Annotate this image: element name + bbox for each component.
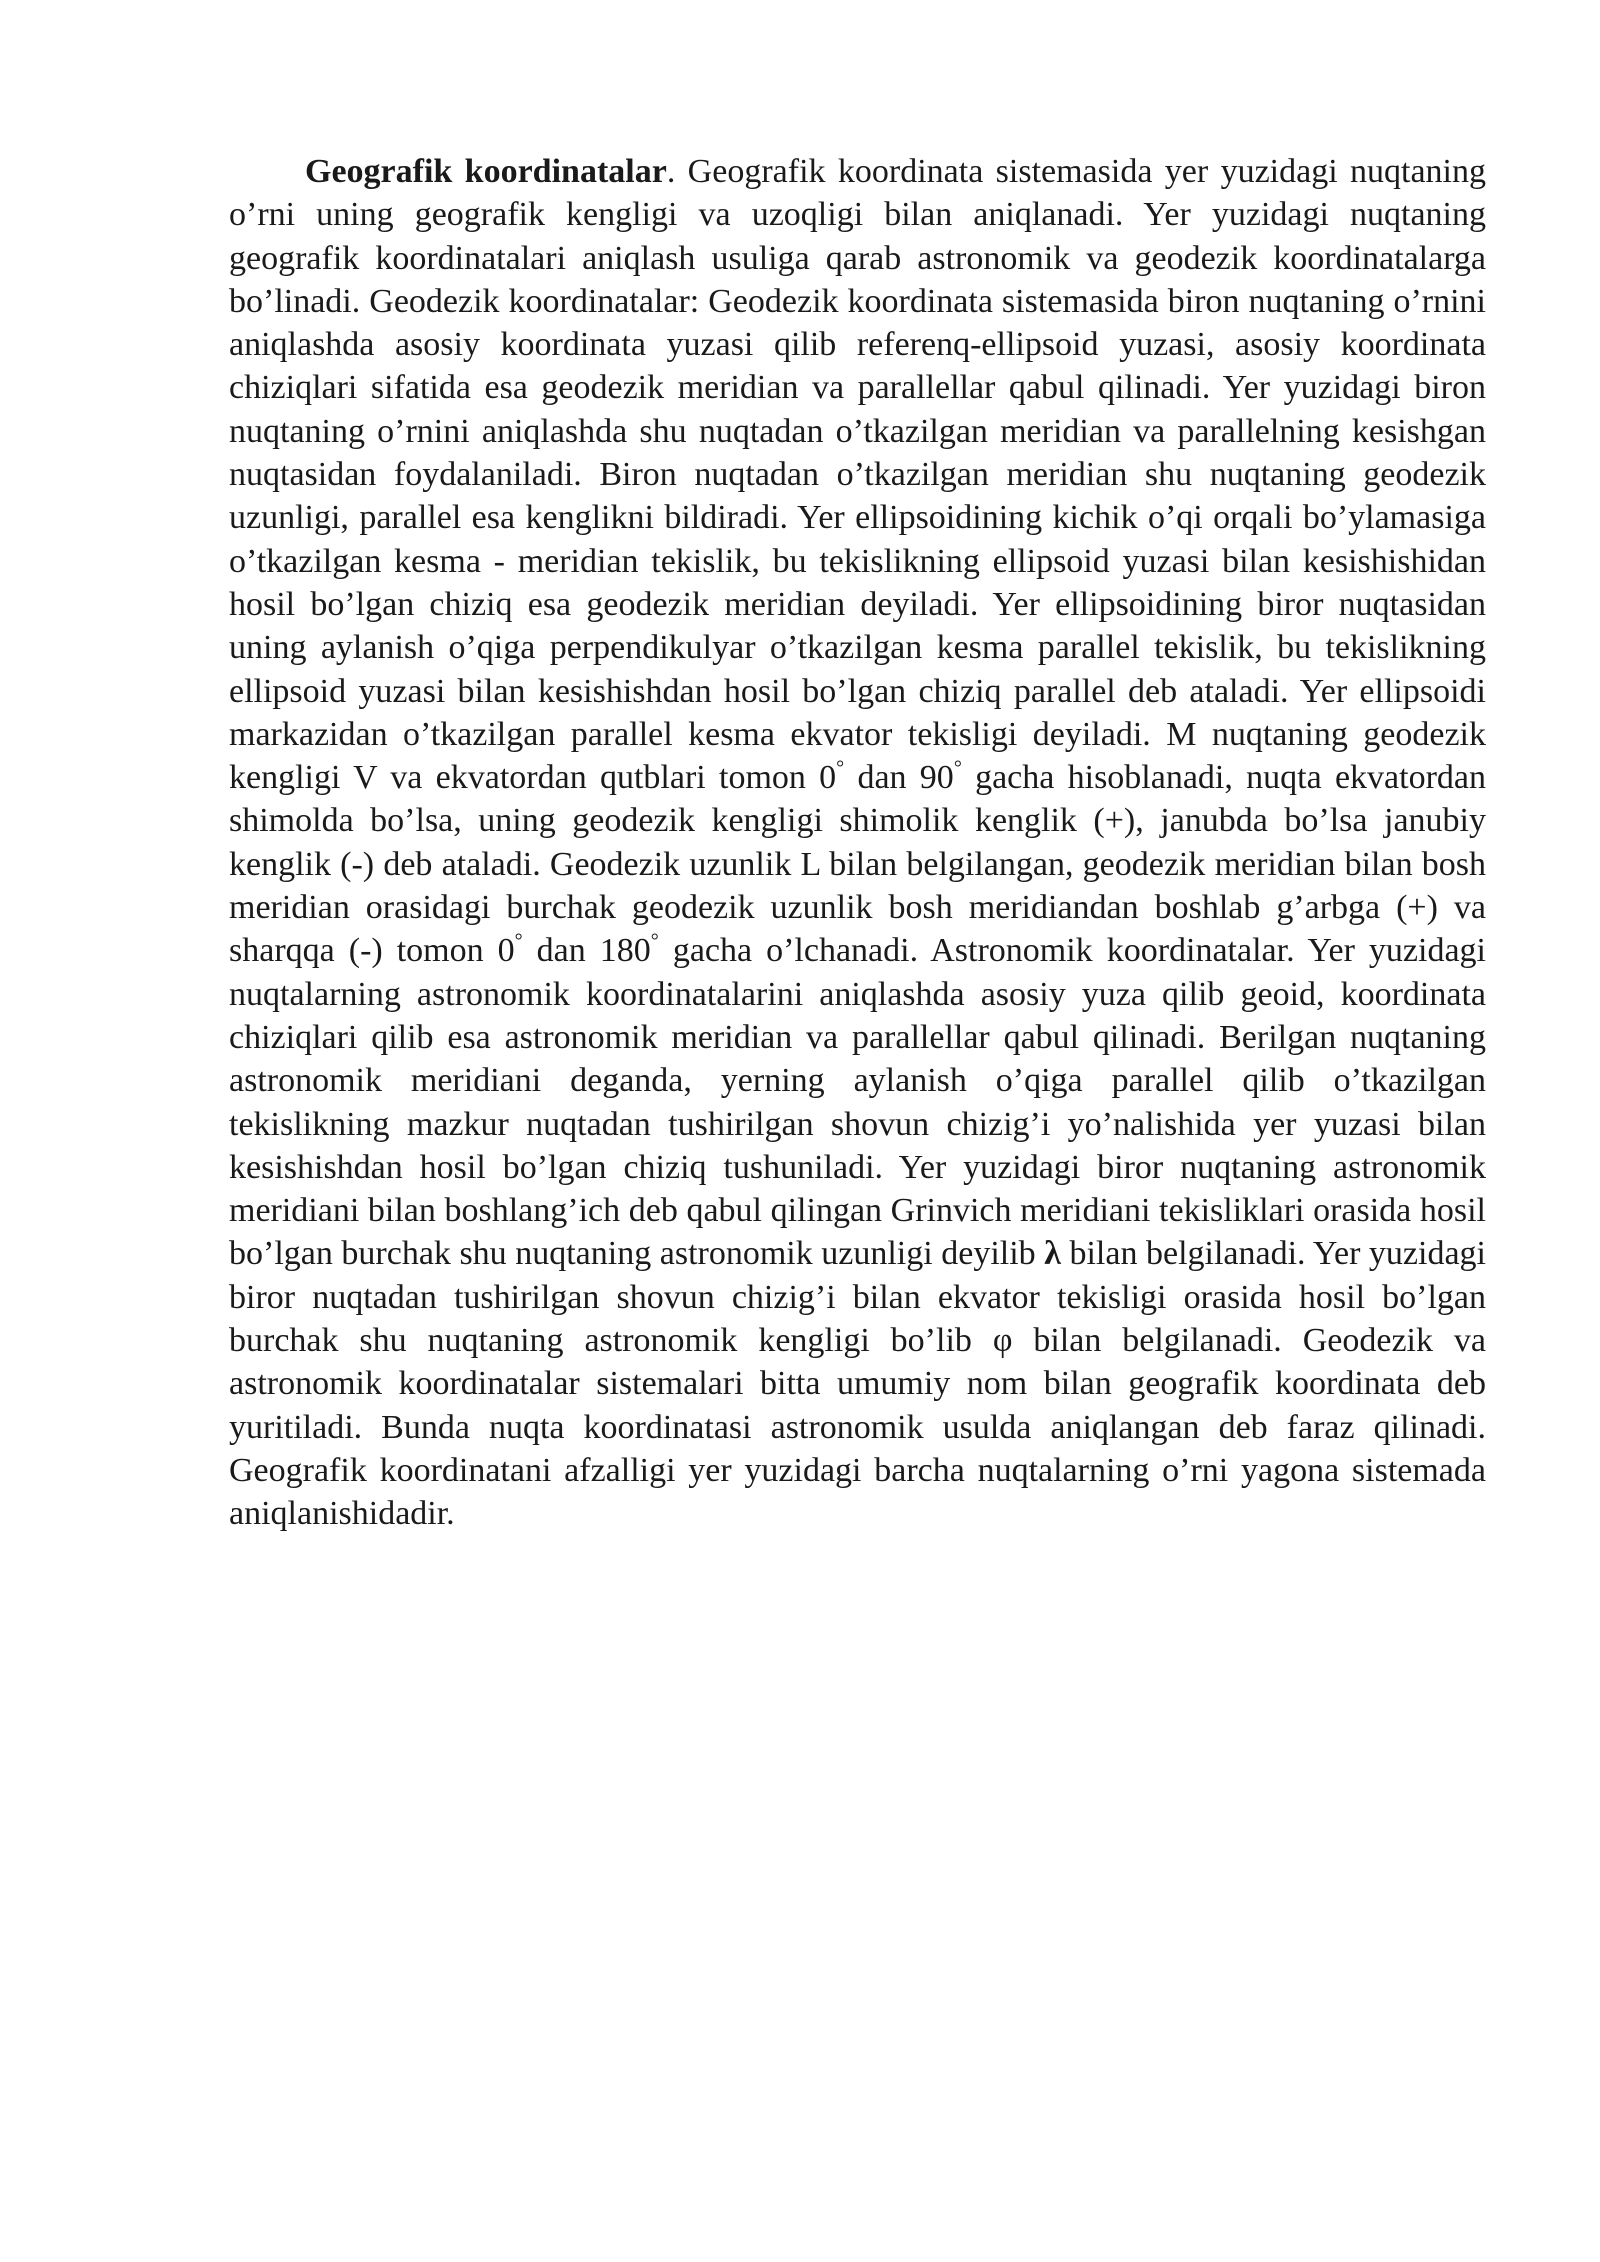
- section-heading: Geografik koordinatalar: [305, 153, 667, 190]
- phi-symbol: φ: [992, 1322, 1013, 1360]
- text-segment: dan 180: [522, 932, 651, 970]
- text-segment: Geografik koordinata sistemasida yer yuzidagi nuqtaning o’rni uning geografik kengligi va uzoqligi bilan aniqlanadi. Yer yuzidagi nuqtaning geografik koordinatalari aniqlash usuliga qarab astronomik va geodezik koordinatalarga bo’linadi. Geodezik koordinatalar: Geodezik koordinata sistemasida biron nuqtaning o’rnini aniqlashda asosiy koordinata yuzasi qilib referenq-ellipsoid yuzasi, asosiy koordinata chiziqlari sifatida esa geodezik meridian va parallellar qabul qilinadi. Yer yuzidagi biron nuqtaning o’rnini aniqlashda shu nuqtadan o’tkazilgan meridian va parallelning kesishgan nuqtasidan foydalaniladi. Biron nuqtadan o’tkazilgan meridian shu nuqtaning geodezik uzunligi, parallel esa kenglikni bildiradi. Yer ellipsoidining kichik o’qi orqali bo’ylamasiga o’tkazilgan kesma - meridian tekislik, bu tekislikning ellipsoid yuzasi bilan kesishishidan hosil bo’lgan chiziq esa geodezik meridian deyiladi. Yer ellipsoidining biror nuqtasidan uning aylanish o’qiga perpendikulyar o’tkazilgan kesma parallel tekislik, bu tekislikning ellipsoid yuzasi bilan kesishishdan hosil bo’lgan chiziq parallel deb ataladi. Yer ellipsoidi markazidan o’tkazilgan parallel kesma ekvator tekisligi deyiladi. M nuqtaning geodezik kengligi V va ekvatordan qutblari tomon 0: [229, 153, 1486, 797]
- heading-period: .: [666, 153, 676, 190]
- lambda-symbol: λ: [1044, 1235, 1061, 1273]
- degree-symbol: °: [650, 930, 659, 953]
- text-segment: bilan belgilanadi. Yer yuzidagi biror nuqtadan tushirilgan shovun chizig’i bilan ekvator tekisligi orasida hosil bo’lgan burchak shu nuqtaning astronomik kengligi bo’lib: [229, 1235, 1487, 1360]
- text-segment: dan 90: [844, 759, 954, 797]
- text-segment: gacha hisoblanadi, nuqta ekvatordan shimolda bo’lsa, uning geodezik kengligi shimolik kenglik (+), janubda bo’lsa janubiy kenglik (-) deb ataladi. Geodezik uzunlik L bilan belgilangan, geodezik meridian bilan bosh meridian orasidagi burchak geodezik uzunlik bosh meridiandan boshlab g’arbga (+) va sharqqa (-) tomon 0: [229, 759, 1487, 970]
- text-segment: bilan belgilanadi. Geodezik va astronomik koordinatalar sistemalari bitta umumiy nom bilan geografik koordinata deb yuritiladi. Bunda nuqta koordinatasi astronomik usulda aniqlangan deb faraz qilinadi. Geografik koordinatani afzalligi yer yuzidagi barcha nuqtalarning o’rni yagona sistemada aniqlanishidadir.: [229, 1322, 1486, 1533]
- text-segment: gacha o’lchanadi. Astronomik koordinatalar. Yer yuzidagi nuqtalarning astronomik koordinatalarini aniqlashda asosiy yuza qilib geoid, koordinata chiziqlari qilib esa astronomik meridian va parallellar qabul qilinadi. Berilgan nuqtaning astronomik meridiani deganda, yerning aylanish o’qiga parallel qilib o’tkazilgan tekislikning mazkur nuqtadan tushirilgan shovun chizig’i yo’nalishida yer yuzasi bilan kesishishdan hosil bo’lgan chiziq tushuniladi. Yer yuzidagi biror nuqtaning astronomik meridiani bilan boshlang’ich deb qabul qilingan Grinvich meridiani tekisliklari orasida hosil bo’lgan burchak shu nuqtaning astronomik uzunligi deyilib: [229, 932, 1486, 1273]
- degree-symbol: °: [836, 757, 845, 780]
- degree-symbol: °: [514, 930, 523, 953]
- body-paragraph: [229, 150, 1486, 1536]
- degree-symbol: °: [953, 757, 962, 780]
